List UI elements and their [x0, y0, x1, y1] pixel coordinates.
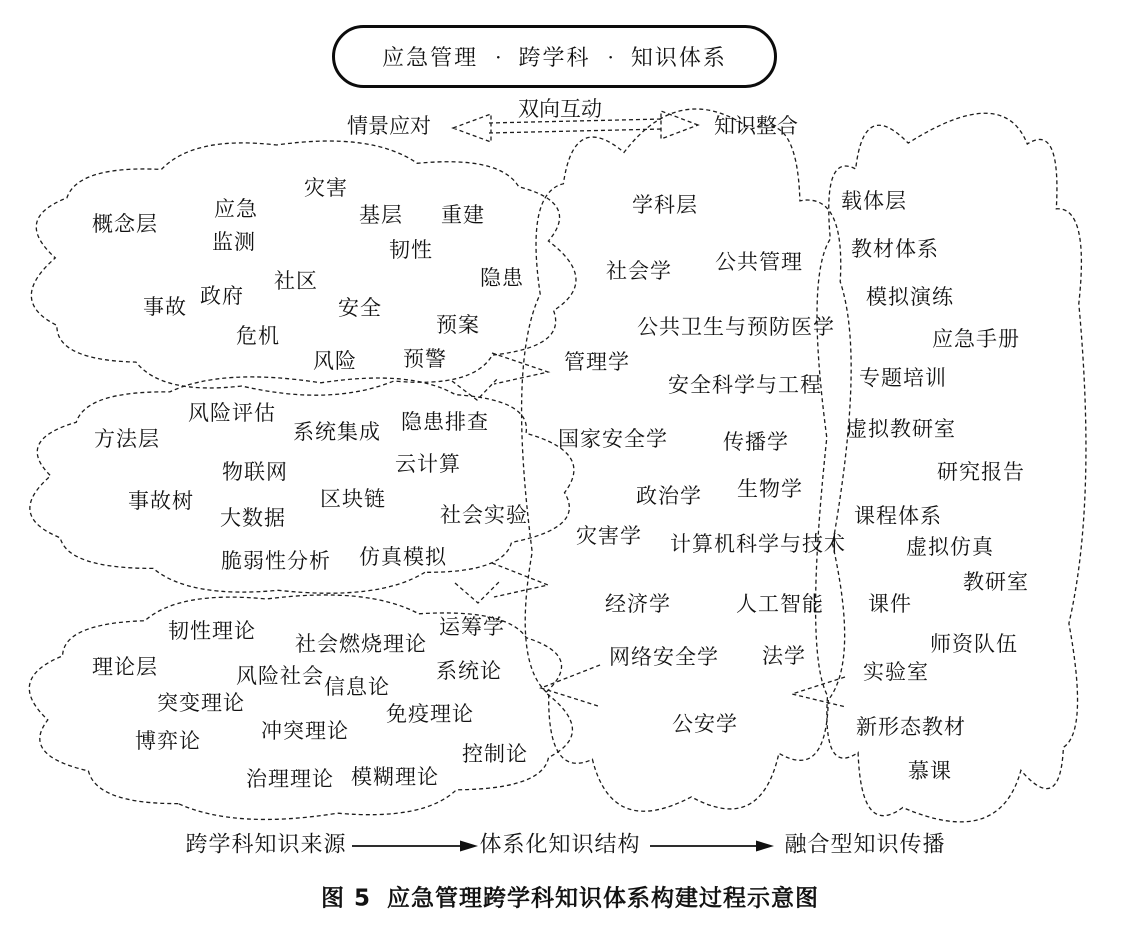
theory-layer-term: 免疫理论 — [386, 701, 474, 726]
carrier-layer-term: 实验室 — [863, 659, 929, 684]
double-arrow-left-head — [453, 114, 491, 142]
theory-layer-term: 信息论 — [324, 674, 390, 699]
discipline-layer-term: 经济学 — [605, 591, 671, 616]
concept-layer-term: 韧性 — [389, 237, 433, 262]
bidirectional-interaction-label: 双向互动 — [518, 96, 602, 121]
carrier-layer-term: 教研室 — [963, 569, 1029, 594]
concept-layer-term: 隐患 — [480, 265, 524, 290]
theory-layer-term: 系统论 — [436, 658, 502, 683]
theory-layer-term: 治理理论 — [246, 766, 334, 791]
flow-step-knowledge-structure: 体系化知识结构 — [479, 832, 641, 858]
discipline-layer-term: 网络安全学 — [609, 644, 719, 669]
carrier-layer-term: 研究报告 — [937, 459, 1025, 484]
discipline-layer-term: 法学 — [762, 643, 806, 668]
theory-layer-term: 控制论 — [462, 741, 528, 766]
carrier-layer-term: 虚拟仿真 — [906, 534, 994, 559]
theory-layer-term: 博弈论 — [135, 728, 201, 753]
figure-title: 应急管理跨学科知识体系构建过程示意图 — [387, 885, 820, 912]
discipline-layer-term: 生物学 — [737, 476, 803, 501]
cloud-tail-2 — [455, 581, 500, 603]
discipline-layer-term: 国家安全学 — [558, 426, 668, 451]
cloud-tail-1 — [492, 353, 548, 384]
concept-layer-term: 预案 — [436, 312, 480, 337]
banner-segment-knowledge-system: 知识体系 — [630, 46, 727, 71]
method-layer-label: 方法层 — [94, 426, 160, 451]
concept-layer-term: 危机 — [236, 323, 280, 348]
concept-layer-term: 监测 — [212, 229, 256, 254]
discipline-layer-term: 灾害学 — [576, 523, 642, 548]
discipline-layer-term: 公共卫生与预防医学 — [637, 314, 835, 339]
banner-separator-dot: · — [495, 44, 502, 69]
method-layer-term: 事故树 — [128, 488, 194, 513]
banner-box — [332, 25, 777, 88]
concept-layer-term: 基层 — [359, 202, 403, 227]
discipline-layer-term: 公安学 — [672, 711, 738, 736]
theory-layer-term: 突变理论 — [157, 690, 245, 715]
concept-layer-term: 政府 — [200, 283, 244, 308]
concept-layer-label: 概念层 — [92, 211, 158, 236]
theory-layer-term: 模糊理论 — [351, 764, 439, 789]
carrier-layer-term: 课件 — [868, 591, 912, 616]
cloud-tail-4 — [541, 665, 600, 706]
concept-layer-term: 预警 — [403, 346, 447, 371]
method-layer-term: 脆弱性分析 — [221, 548, 331, 573]
discipline-layer-term: 安全科学与工程 — [668, 372, 822, 397]
discipline-layer-term: 计算机科学与技术 — [670, 531, 846, 556]
carrier-layer-label: 载体层 — [841, 188, 907, 213]
flow-arrow-1-head — [460, 841, 478, 852]
concept-layer-term: 重建 — [441, 202, 485, 227]
figure-number: 图 5 — [320, 885, 372, 912]
discipline-layer-term: 社会学 — [606, 258, 672, 283]
carrier-layer-term: 慕课 — [908, 758, 952, 783]
figure-caption — [321, 880, 819, 913]
carrier-layer-term: 专题培训 — [859, 365, 947, 390]
flow-arrow-2-head — [756, 841, 774, 852]
concept-layer-term: 安全 — [338, 295, 382, 320]
carrier-layer-term: 师资队伍 — [930, 631, 1018, 656]
concept-layer-term: 事故 — [143, 294, 187, 319]
concept-layer-term: 社区 — [274, 268, 318, 293]
banner-segment-emergency-management: 应急管理 — [382, 46, 479, 71]
discipline-layer-term: 人工智能 — [736, 591, 824, 616]
discipline-layer-term: 公共管理 — [715, 249, 803, 274]
banner-separator-dot: · — [607, 44, 614, 69]
concept-layer-term: 风险 — [313, 348, 357, 373]
banner-segment-interdisciplinary: 跨学科 — [518, 46, 591, 71]
knowledge-integration-label: 知识整合 — [714, 113, 798, 138]
theory-layer-term: 社会燃烧理论 — [295, 631, 427, 656]
carrier-layer-term: 课程体系 — [854, 503, 942, 528]
flow-step-knowledge-dissemination: 融合型知识传播 — [784, 832, 946, 858]
carrier-layer-term: 模拟演练 — [866, 284, 954, 309]
cloud-tail-3 — [492, 563, 548, 597]
discipline-layer-label: 学科层 — [632, 192, 698, 217]
carrier-layer-term: 新形态教材 — [856, 714, 966, 739]
method-layer-term: 物联网 — [222, 459, 288, 484]
method-layer-term: 隐患排查 — [401, 409, 489, 434]
method-layer-term: 社会实验 — [440, 502, 528, 527]
method-layer-term: 云计算 — [395, 451, 461, 476]
double-arrow-shaft-bottom — [489, 129, 663, 133]
method-layer-term: 区块链 — [320, 486, 386, 511]
discipline-layer-term: 政治学 — [636, 483, 702, 508]
discipline-layer-term: 管理学 — [564, 349, 630, 374]
method-layer-term: 系统集成 — [293, 419, 381, 444]
method-layer-term: 大数据 — [220, 505, 286, 530]
carrier-layer-term: 应急手册 — [932, 326, 1020, 351]
cloud-tail-5 — [792, 677, 846, 707]
method-layer-term: 风险评估 — [188, 400, 276, 425]
scenario-response-label: 情景应对 — [347, 113, 431, 138]
discipline-layer-term: 传播学 — [723, 429, 789, 454]
concept-layer-term: 灾害 — [304, 175, 348, 200]
theory-layer-label: 理论层 — [92, 654, 158, 679]
flow-step-knowledge-source: 跨学科知识来源 — [185, 832, 347, 858]
method-layer-term: 仿真模拟 — [359, 544, 447, 569]
theory-layer-term: 韧性理论 — [168, 618, 256, 643]
carrier-layer-term: 教材体系 — [851, 236, 939, 261]
theory-layer-term: 风险社会 — [236, 663, 324, 688]
theory-layer-term: 运筹学 — [439, 614, 505, 639]
theory-layer-term: 冲突理论 — [261, 718, 349, 743]
carrier-layer-term: 虚拟教研室 — [846, 416, 956, 441]
concept-layer-term: 应急 — [214, 196, 258, 221]
